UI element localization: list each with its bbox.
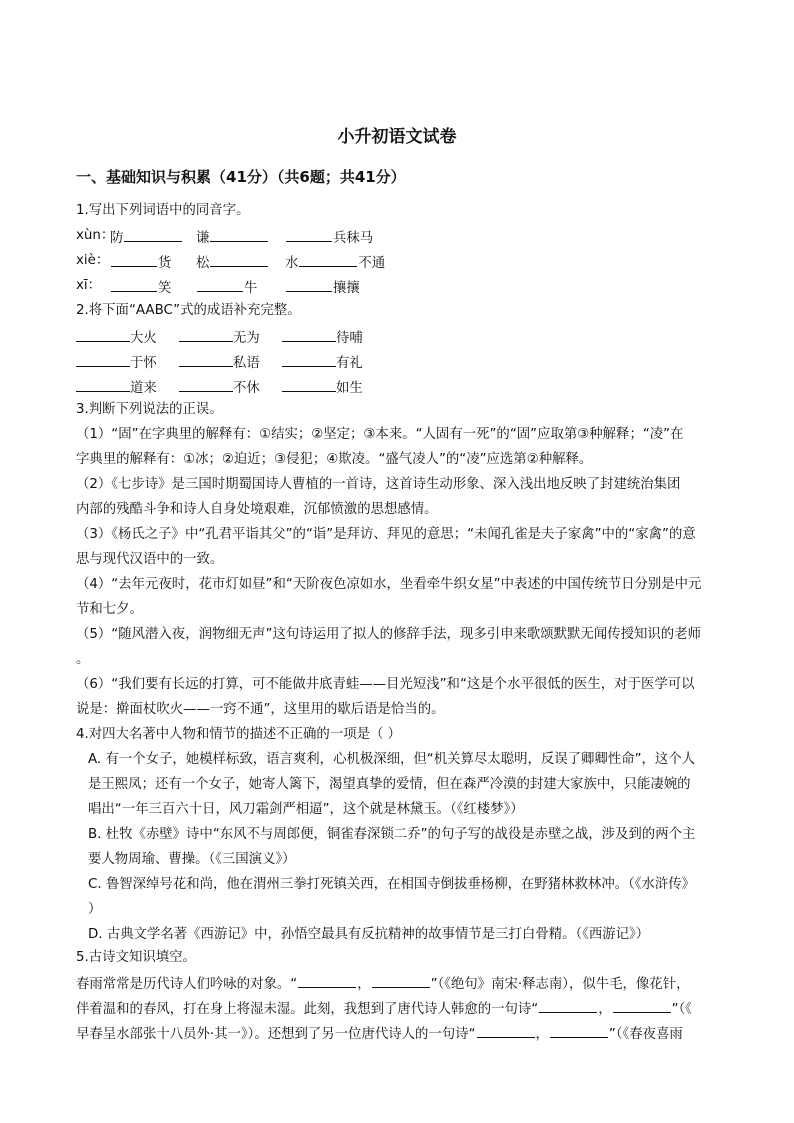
option-B[interactable]: B. 杜牧《赤壁》诗中“东风不与周郎便，铜雀春深锁二乔”的句子写的战役是赤壁之战，涉及到的两个主 <box>88 827 696 842</box>
option-D[interactable]: D. 古典文学名著《西游记》中，孙悟空最具有反抗精神的故事情节是三打白骨精。（《西游记》） <box>88 927 650 942</box>
section-heading: 一、基础知识与积累（41分）（共6题；共41分） <box>76 168 406 186</box>
question-5-stem: 5.古诗文知识填空。 <box>76 950 196 965</box>
answer-blank[interactable] <box>111 252 157 267</box>
text-span: ， <box>598 1002 612 1017</box>
idiom-item <box>282 377 363 398</box>
text-span: ”（《春夜喜雨 <box>608 1027 683 1042</box>
answer-blank[interactable] <box>210 252 268 267</box>
statement-line: 思与现代汉语中的一致。 <box>76 552 224 567</box>
fill-item-text: 不通 <box>358 256 386 271</box>
answer-blank[interactable] <box>550 1024 608 1038</box>
option-C[interactable]: C. 鲁智深绰号花和尚，他在渭州三拳打死镇关西，在相国寺倒拔垂杨柳，在野猪林救林冲。（《水浒传》 <box>88 877 696 892</box>
answer-blank[interactable] <box>539 999 597 1013</box>
fill-item-text: 货 <box>158 256 172 271</box>
poem-paragraph-line-2 <box>76 999 692 1019</box>
poem-paragraph-line-1 <box>76 974 689 994</box>
statement-line: 。 <box>76 652 90 667</box>
page-title: 小升初语文试卷 <box>337 127 457 147</box>
answer-blank[interactable] <box>286 227 332 242</box>
answer-blank[interactable] <box>298 974 356 988</box>
option-line: 是王熙凤；还有一个女子，她寄人篱下，渴望真挚的爱情，但在森严冷漠的封建大家族中，只能凄婉的 <box>88 777 691 792</box>
question-3-stem: 3.判断下列说法的正误。 <box>76 402 223 417</box>
statement-line: 字典里的解释有：①冰；②迫近；③侵犯；④欺凌。“盛气凌人”的“凌”应选第②种解释。 <box>76 452 593 467</box>
statement-line: （3）《杨氏之子》中“孔君平诣其父”的“诣”是拜访、拜见的意思；“未闻孔雀是夫子家禽”中的“家禽”的意 <box>76 527 696 542</box>
pinyin-label: xiè： <box>76 253 110 268</box>
text-span: ”（《绝句》南宋·释志南），似牛毛，像花针， <box>430 977 690 992</box>
fill-item <box>285 227 373 248</box>
answer-blank[interactable] <box>372 974 430 988</box>
fill-item-text: 防 <box>110 231 124 246</box>
question-1-stem: 1.写出下列词语中的同音字。 <box>76 203 250 218</box>
fill-item <box>110 277 171 298</box>
idiom-text: 不休 <box>233 381 260 396</box>
idiom-item <box>282 327 363 348</box>
idiom-text: 无为 <box>233 331 260 346</box>
answer-blank[interactable] <box>76 377 130 392</box>
answer-blank[interactable] <box>282 327 336 342</box>
answer-blank[interactable] <box>210 227 268 242</box>
text-span: 伴着温和的春风，打在身上将湿未湿。此刻，我想到了唐代诗人韩愈的一句诗“ <box>76 1002 539 1017</box>
answer-blank[interactable] <box>76 352 130 367</box>
fill-item <box>285 252 385 273</box>
idiom-text: 道来 <box>130 381 157 396</box>
text-span: ， <box>535 1027 549 1042</box>
question-4-stem: 4.对四大名著中人物和情节的描述不正确的一项是（ ） <box>76 727 402 742</box>
statement-line: （1）“固”在字典里的解释有：①结实；②坚定；③本来。“人固有一死”的“固”应取第③种解释；“凌”在 <box>76 427 684 442</box>
fill-item-text: 水 <box>285 256 299 271</box>
statement-line: （5）“随风潜入夜，润物细无声”这句诗运用了拟人的修辞手法，现多引申来歌颂默默无闻传授知识的老师 <box>76 627 701 642</box>
answer-blank[interactable] <box>124 227 182 242</box>
fill-item-text: 牛 <box>244 281 258 296</box>
idiom-text: 于怀 <box>130 356 157 371</box>
fill-item-text: 松 <box>196 256 210 271</box>
text-span: ”（《 <box>671 1002 692 1017</box>
answer-blank[interactable] <box>477 1024 535 1038</box>
answer-blank[interactable] <box>282 377 336 392</box>
idiom-text: 有礼 <box>336 356 363 371</box>
answer-blank[interactable] <box>286 277 332 292</box>
idiom-item <box>76 352 157 373</box>
statement-line: （2）《七步诗》是三国时期蜀国诗人曹植的一首诗，这首诗生动形象、深入浅出地反映了封建统治集团 <box>76 477 681 492</box>
fill-item <box>285 277 360 298</box>
idiom-text: 待哺 <box>336 331 363 346</box>
statement-line: （4）“去年元夜时，花市灯如昼”和“天阶夜色凉如水，坐看牵牛织女星”中表述的中国传统节日分别是中元 <box>76 577 702 592</box>
fill-item-text: 兵秣马 <box>333 231 374 246</box>
question-2-stem: 2.将下面“AABC”式的成语补充完整。 <box>76 303 301 318</box>
fill-item <box>110 227 183 248</box>
statement-line: （6）“我们要有长远的打算，可不能做井底青蛙——目光短浅”和“这是个水平很低的医生，对于医学可以 <box>76 677 695 692</box>
answer-blank[interactable] <box>76 327 130 342</box>
idiom-text: 私语 <box>233 356 260 371</box>
idiom-item <box>179 377 260 398</box>
answer-blank[interactable] <box>179 352 233 367</box>
idiom-item <box>282 352 363 373</box>
poem-paragraph-line-3 <box>76 1024 683 1044</box>
fill-item-text: 攘攘 <box>333 281 360 296</box>
option-line: ） <box>88 902 102 917</box>
option-line: 要人物周瑜、曹操。（《三国演义》） <box>88 852 296 867</box>
answer-blank[interactable] <box>179 377 233 392</box>
idiom-text: 如生 <box>336 381 363 396</box>
pinyin-label: xī： <box>76 278 102 293</box>
pinyin-label: xùn： <box>76 228 115 243</box>
fill-item <box>196 252 269 273</box>
answer-blank[interactable] <box>613 999 671 1013</box>
fill-item-text: 谦 <box>196 231 210 246</box>
answer-blank[interactable] <box>282 352 336 367</box>
answer-blank[interactable] <box>179 327 233 342</box>
statement-line: 节和七夕。 <box>76 602 143 617</box>
idiom-text: 大火 <box>130 331 157 346</box>
idiom-item <box>76 327 157 348</box>
answer-blank[interactable] <box>197 277 243 292</box>
statement-line: 内部的残酷斗争和诗人自身处境艰难，沉郁愤激的思想感情。 <box>76 502 438 517</box>
text-span: 春雨常常是历代诗人们吟咏的对象。“ <box>76 977 298 992</box>
fill-item <box>110 252 171 273</box>
fill-item <box>196 277 257 298</box>
fill-item <box>196 227 269 248</box>
idiom-item <box>179 327 260 348</box>
text-span: ， <box>357 977 371 992</box>
fill-item-text: 笑 <box>158 281 172 296</box>
option-A[interactable]: A. 有一个女子，她模样标致，语言爽利，心机极深细，但“机关算尽太聪明，反误了卿卿性命”，这个人 <box>88 752 696 767</box>
statement-line: 说是：擀面杖吹火——一窍不通”，这里用的歇后语是恰当的。 <box>76 702 445 717</box>
answer-blank[interactable] <box>111 277 157 292</box>
option-line: 唱出“一年三百六十日，风刀霜剑严相逼”，这个就是林黛玉。（《红楼梦》） <box>88 802 524 817</box>
answer-blank[interactable] <box>299 252 357 267</box>
text-span: 早春呈水部张十八员外·其一》）。还想到了另一位唐代诗人的一句诗“ <box>76 1027 476 1042</box>
idiom-item <box>179 352 260 373</box>
idiom-item <box>76 377 157 398</box>
